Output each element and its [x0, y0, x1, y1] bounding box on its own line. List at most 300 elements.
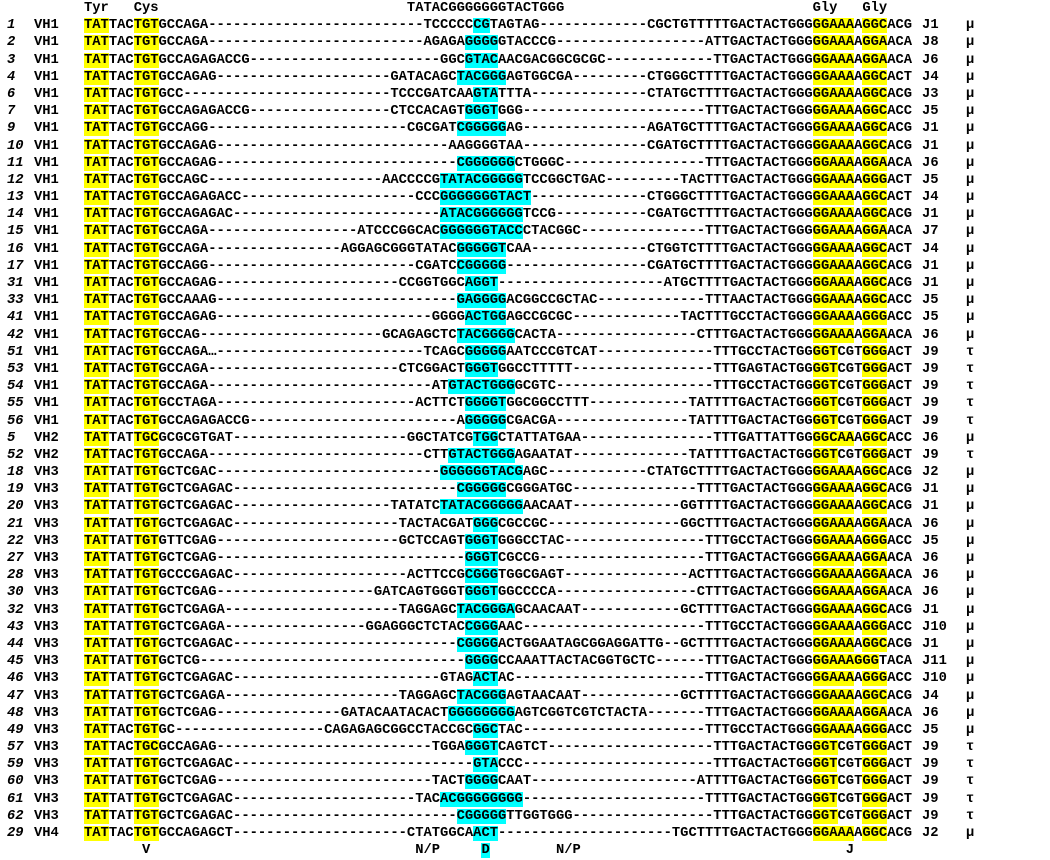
- cyan-highlight-segment: GGG: [473, 516, 498, 532]
- sequence-id: 4: [7, 69, 16, 85]
- sequence-segment: TAC: [108, 155, 134, 171]
- yellow-highlight-segment: GGAAA: [812, 602, 855, 618]
- sequence-id: 20: [7, 499, 24, 515]
- vh-family: VH3: [34, 619, 59, 635]
- yellow-highlight-segment: GGT: [812, 344, 838, 360]
- sequence-segment: ACA: [887, 224, 913, 240]
- gap-dashes: -----------------: [564, 533, 706, 549]
- sequence-segment: A: [854, 258, 863, 274]
- sequence-id: 1: [7, 18, 16, 34]
- yellow-highlight-segment: TAT: [84, 207, 109, 223]
- gap-dashes: --------------: [531, 241, 648, 257]
- sequence-segment: AACGACGGCGCGC: [498, 52, 606, 68]
- isotype: µ: [966, 568, 975, 584]
- alignment-row: [7, 636, 1050, 653]
- j-gene: J1: [922, 18, 939, 34]
- yellow-highlight-segment: GGG: [862, 172, 888, 188]
- isotype: µ: [966, 636, 975, 652]
- sequence-segment: A: [854, 86, 863, 102]
- alignment-row: [7, 344, 1050, 361]
- yellow-highlight-segment: TAT: [84, 516, 109, 532]
- sequence-segment: TAT: [108, 533, 134, 549]
- sequence: [84, 206, 912, 223]
- vh-family: VH3: [34, 791, 59, 807]
- yellow-highlight-segment: TGT: [133, 52, 159, 68]
- yellow-highlight-segment: GGG: [862, 671, 888, 687]
- sequence-segment: GC: [158, 722, 176, 738]
- yellow-highlight-segment: GGAAA: [812, 654, 855, 670]
- sequence-segment: ACG: [887, 258, 913, 274]
- yellow-highlight-segment: TGT: [133, 757, 159, 773]
- sequence-segment: A: [854, 688, 863, 704]
- isotype: τ: [966, 413, 975, 429]
- gap-dashes: -------------: [572, 499, 681, 515]
- sequence-segment: TAT: [108, 585, 134, 601]
- yellow-highlight-segment: GGT: [812, 379, 838, 395]
- sequence-segment: GCCAGAGACCG: [158, 413, 250, 429]
- cyan-highlight-segment: GGGGGGTACG: [440, 465, 523, 481]
- yellow-highlight-segment: GGG: [862, 757, 888, 773]
- yellow-highlight-segment: TGT: [133, 241, 159, 257]
- sequence-segment: CGCCG: [498, 551, 540, 566]
- cyan-highlight-segment: CGGGGG: [456, 258, 507, 274]
- vh-family: VH1: [34, 258, 59, 274]
- cyan-highlight-segment: CGGGGG: [456, 121, 507, 137]
- sequence-segment: ATTGACTACTGGG: [705, 35, 813, 51]
- sequence: [84, 739, 912, 756]
- sequence-segment: CTACGGC: [522, 224, 581, 240]
- yellow-highlight-segment: TGT: [133, 344, 159, 360]
- sequence-segment: TAT: [108, 499, 134, 515]
- sequence-segment: ACG: [887, 636, 913, 652]
- sequence-segment: A: [854, 18, 863, 34]
- yellow-highlight-segment: TGT: [133, 172, 159, 188]
- yellow-highlight-segment: TAT: [84, 636, 109, 652]
- yellow-highlight-segment: GGT: [812, 740, 838, 756]
- isotype: µ: [966, 499, 975, 515]
- yellow-highlight-segment: GGAAA: [812, 465, 855, 481]
- alignment-row: [7, 327, 1050, 344]
- yellow-highlight-segment: TGC: [133, 740, 159, 756]
- yellow-highlight-segment: TAT: [84, 52, 109, 68]
- alignment-row: [7, 498, 1050, 515]
- isotype: µ: [966, 482, 975, 498]
- yellow-highlight-segment: GGC: [862, 826, 888, 841]
- yellow-highlight-segment: GGAAA: [812, 705, 855, 721]
- cyan-highlight-segment: GTAC: [464, 52, 499, 68]
- cyan-highlight-segment: AGGT: [464, 276, 499, 291]
- sequence-segment: GGCTTTGACTACTGGG: [680, 516, 813, 532]
- gap-dashes: ----------------------: [216, 533, 399, 549]
- yellow-highlight-segment: TAT: [84, 826, 109, 841]
- yellow-highlight-segment: TGT: [133, 551, 159, 566]
- isotype: τ: [966, 396, 975, 412]
- yellow-highlight-segment: TGT: [133, 774, 159, 790]
- sequence-segment: CGT: [837, 774, 863, 790]
- region-header-label: TATACGGGGGGGTACTGGG: [406, 1, 565, 16]
- sequence-segment: GCTCGAGAC: [158, 791, 234, 807]
- yellow-highlight-segment: TGT: [133, 138, 159, 154]
- yellow-highlight-segment: GGAAA: [812, 138, 855, 154]
- sequence-segment: A: [854, 585, 863, 601]
- isotype: µ: [966, 35, 975, 51]
- sequence-segment: CTT: [423, 447, 449, 463]
- alignment-row: [7, 292, 1050, 309]
- yellow-highlight-segment: GGC: [862, 86, 888, 102]
- sequence-segment: ACT: [887, 774, 913, 790]
- sequence-segment: ACG: [887, 138, 913, 154]
- sequence-segment: TTTGACTACTGG: [713, 757, 813, 773]
- isotype: τ: [966, 757, 975, 773]
- vh-family: VH3: [34, 551, 59, 566]
- sequence-segment: A: [854, 138, 863, 154]
- sequence-id: 19: [7, 482, 24, 498]
- sequence-segment: TAC: [108, 86, 134, 102]
- vh-family: VH1: [34, 241, 59, 257]
- yellow-highlight-segment: TGT: [133, 293, 159, 309]
- gap-dashes: ---------------: [572, 482, 697, 498]
- sequence-segment: TAT: [108, 482, 134, 498]
- gap-dashes: -----------------------------: [216, 155, 457, 171]
- sequence-segment: CAA: [506, 241, 532, 257]
- alignment-row: [7, 361, 1050, 378]
- gap-dashes: -------------------------: [183, 86, 391, 102]
- region-header-label: Cys: [133, 1, 159, 16]
- sequence: [84, 533, 912, 550]
- yellow-highlight-segment: GGAAA: [812, 258, 855, 274]
- sequence-segment: TAC: [108, 344, 134, 360]
- yellow-highlight-segment: GGAAA: [812, 241, 855, 257]
- yellow-highlight-segment: GGA: [862, 551, 888, 566]
- sequence-segment: A: [854, 121, 863, 137]
- sequence-segment: TAT: [108, 465, 134, 481]
- gap-dashes: ------------: [547, 465, 648, 481]
- gap-dashes: --------------------------------: [199, 654, 465, 670]
- vh-family: VH1: [34, 207, 59, 223]
- sequence-segment: TCCCCC: [423, 18, 474, 34]
- sequence-id: 47: [7, 688, 24, 704]
- gap-dashes: ----------------------------: [216, 138, 449, 154]
- yellow-highlight-segment: TAT: [84, 35, 109, 51]
- sequence-segment: ACG: [887, 482, 913, 498]
- sequence-segment: GGAGGGCTCTAC: [365, 619, 465, 635]
- sequence-segment: ATTTTGACTACTGG: [696, 774, 813, 790]
- sequence-segment: GCCAAAG: [158, 293, 217, 309]
- alignment-row: [7, 516, 1050, 533]
- sequence-segment: GCCAGAGAC: [158, 207, 234, 223]
- sequence-id: 21: [7, 516, 24, 532]
- sequence: [84, 344, 912, 361]
- sequence: [84, 619, 912, 636]
- cyan-highlight-segment: ACT: [473, 671, 499, 687]
- yellow-highlight-segment: TAT: [84, 258, 109, 274]
- gap-dashes: ---------------------: [233, 568, 407, 584]
- alignment-row: [7, 138, 1050, 155]
- sequence-segment: AGCCGCGC: [506, 310, 573, 326]
- gap-dashes: ---------------------: [216, 69, 391, 85]
- yellow-highlight-segment: TAT: [84, 791, 109, 807]
- yellow-highlight-segment: TGT: [133, 190, 159, 206]
- cyan-highlight-segment: GGGGGGGG: [448, 705, 515, 721]
- gap-dashes: -------------------: [216, 585, 374, 601]
- j-gene: J5: [922, 172, 939, 188]
- isotype: µ: [966, 293, 975, 309]
- cyan-highlight-segment: ACGGGGGGGG: [440, 791, 523, 807]
- sequence-segment: CGT: [837, 413, 863, 429]
- region-header-label: Gly: [812, 1, 838, 16]
- gap-dashes: ----------------------: [522, 722, 705, 738]
- sequence-segment: TAC: [108, 293, 134, 309]
- yellow-highlight-segment: TAT: [84, 774, 109, 790]
- gap-dashes: --------------------------: [216, 740, 432, 756]
- sequence-segment: GCAACAAT: [514, 602, 581, 618]
- yellow-highlight-segment: TAT: [84, 654, 109, 670]
- sequence: [84, 395, 912, 412]
- sequence-segment: A: [854, 172, 863, 188]
- sequence: [84, 688, 912, 705]
- gap-dashes: -------: [647, 705, 706, 721]
- sequence-segment: GCTTTTGACTACTGGG: [680, 602, 813, 618]
- sequence-segment: GCCTAGA: [158, 396, 217, 412]
- gap-dashes: -----------------: [506, 258, 648, 274]
- yellow-highlight-segment: TGT: [133, 86, 159, 102]
- yellow-highlight-segment: GGAAA: [812, 585, 855, 601]
- sequence-segment: CGT: [837, 344, 863, 360]
- gap-dashes: --------------: [597, 344, 714, 360]
- cyan-highlight-segment: GGGT: [464, 585, 499, 601]
- yellow-highlight-segment: TAT: [84, 688, 109, 704]
- sequence-segment: ACC: [887, 722, 913, 738]
- sequence-segment: GTTCGAG: [158, 533, 217, 549]
- j-gene: J5: [922, 293, 939, 309]
- sequence-id: 9: [7, 121, 16, 137]
- gap-dashes: ----------------: [208, 241, 341, 257]
- j-gene: J11: [922, 654, 947, 670]
- sequence-segment: A: [854, 671, 863, 687]
- cyan-highlight-segment: CGGGGG: [456, 482, 507, 498]
- vh-family: VH3: [34, 774, 59, 790]
- yellow-highlight-segment: TAT: [84, 172, 109, 188]
- vh-family: VH1: [34, 379, 59, 395]
- sequence-segment: ACC: [887, 293, 913, 309]
- yellow-highlight-segment: GGG: [862, 619, 888, 635]
- cyan-highlight-segment: TACGGGA: [456, 602, 515, 618]
- sequence-segment: CTCGGACT: [398, 361, 465, 377]
- yellow-highlight-segment: GGC: [862, 258, 888, 274]
- sequence-segment: CCC: [415, 190, 441, 206]
- sequence-segment: CTATGGCA: [406, 826, 474, 841]
- sequence: [84, 52, 912, 69]
- gap-dashes: ------------------------------: [216, 551, 465, 566]
- sequence-segment: GCCAGA: [158, 241, 209, 257]
- vh-family: VH2: [34, 447, 59, 463]
- gap-dashes: ----------------------: [522, 791, 705, 807]
- sequence-id: 45: [7, 654, 24, 670]
- yellow-highlight-segment: GGC: [862, 207, 888, 223]
- yellow-highlight-segment: GGAAA: [812, 104, 855, 120]
- sequence-segment: ACTTCT: [415, 396, 465, 412]
- gap-dashes: -------------: [605, 52, 714, 68]
- isotype: µ: [966, 224, 975, 240]
- sequence-segment: GCCAGAGCT: [158, 826, 234, 841]
- cyan-highlight-segment: CGGGGGG: [456, 155, 515, 171]
- yellow-highlight-segment: TAT: [84, 413, 109, 429]
- sequence-segment: TACTACGAT: [398, 516, 474, 532]
- cyan-highlight-segment: GGGGGT: [456, 241, 507, 257]
- yellow-highlight-segment: TAT: [84, 86, 109, 102]
- gap-dashes: ----------------------: [216, 276, 399, 291]
- yellow-highlight-segment: TGT: [133, 465, 159, 481]
- region-footer-label: J: [845, 843, 855, 859]
- yellow-highlight-segment: TAT: [84, 705, 109, 721]
- sequence-id: 52: [7, 447, 24, 463]
- yellow-highlight-segment: GGG: [862, 396, 888, 412]
- cyan-highlight-segment: GGGGGGTACC: [440, 224, 523, 240]
- sequence-segment: TAC: [108, 241, 134, 257]
- cyan-highlight-segment: TACGGG: [456, 688, 507, 704]
- gap-dashes: --------------------------: [208, 447, 424, 463]
- sequence-segment: TAC: [108, 35, 134, 51]
- sequence-segment: CGGGATGC: [506, 482, 573, 498]
- vh-family: VH1: [34, 172, 59, 188]
- sequence: [84, 172, 912, 189]
- j-gene: J3: [922, 86, 939, 102]
- sequence-segment: TAC: [108, 327, 134, 343]
- yellow-highlight-segment: TAT: [84, 361, 109, 377]
- cyan-highlight-segment: CG: [473, 18, 490, 34]
- yellow-highlight-segment: GGAAA: [812, 310, 855, 326]
- sequence-segment: GCCAGAG: [158, 740, 217, 756]
- vh-family: VH1: [34, 396, 59, 412]
- cyan-highlight-segment: ATACGGGGGG: [440, 207, 523, 223]
- sequence-segment: TAGGAGC: [398, 602, 457, 618]
- sequence-segment: A: [854, 155, 863, 171]
- vh-family: VH1: [34, 69, 59, 85]
- sequence: [84, 275, 912, 292]
- sequence-segment: CGCTGTTTTTGACTACTGGG: [647, 18, 813, 34]
- sequence-segment: A: [854, 276, 863, 291]
- yellow-highlight-segment: GGC: [862, 241, 888, 257]
- yellow-highlight-segment: GGCAA: [812, 430, 855, 446]
- sequence-segment: TAC: [108, 379, 134, 395]
- sequence-segment: TTGGTGGG: [506, 808, 573, 824]
- gap-dashes: ---------------: [216, 705, 341, 721]
- vh-family: VH3: [34, 722, 59, 738]
- cyan-highlight-segment: GGGT: [464, 361, 499, 377]
- sequence: [84, 516, 912, 533]
- gap-dashes: ---------------: [522, 138, 648, 154]
- isotype: τ: [966, 774, 975, 790]
- sequence-segment: ACA: [887, 705, 913, 721]
- yellow-highlight-segment: TAT: [84, 224, 109, 240]
- yellow-highlight-segment: GGG: [862, 791, 888, 807]
- gap-dashes: ------------: [580, 602, 681, 618]
- yellow-highlight-segment: GGT: [812, 447, 838, 463]
- sequence-segment: CCGGTGGC: [398, 276, 465, 291]
- gap-dashes: --------------------------: [208, 18, 424, 34]
- isotype: µ: [966, 533, 975, 549]
- sequence: [84, 69, 912, 86]
- yellow-highlight-segment: TAT: [84, 740, 109, 756]
- yellow-highlight-segment: GGC: [862, 69, 888, 85]
- sequence-segment: TAT: [108, 808, 134, 824]
- sequence: [84, 309, 912, 326]
- cyan-highlight-segment: GGGT: [464, 740, 499, 756]
- yellow-highlight-segment: GGC: [862, 482, 888, 498]
- j-gene: J10: [922, 671, 947, 687]
- sequence-segment: GCTCGAGA: [158, 619, 225, 635]
- alignment-row: [7, 69, 1050, 86]
- sequence-segment: TAT: [108, 619, 134, 635]
- yellow-highlight-segment: TAT: [84, 447, 109, 463]
- sequence-segment: A: [854, 482, 863, 498]
- sequence-segment: CGT: [837, 808, 863, 824]
- yellow-highlight-segment: GGAAA: [812, 551, 855, 566]
- sequence-segment: ACG: [887, 499, 913, 515]
- sequence-segment: TTTTGACTACTGG: [705, 791, 813, 807]
- sequence-segment: GCCAGG: [158, 258, 209, 274]
- sequence-segment: GCCAGA…: [158, 344, 217, 360]
- j-gene: J6: [922, 52, 939, 68]
- gap-dashes: ------------------: [208, 224, 358, 240]
- j-gene: J6: [922, 551, 939, 566]
- j-gene: J10: [922, 619, 947, 635]
- vh-family: VH1: [34, 121, 59, 137]
- gap-dashes: -------------: [539, 18, 648, 34]
- sequence-segment: TAC: [108, 413, 134, 429]
- yellow-highlight-segment: GGC: [862, 430, 888, 446]
- isotype: µ: [966, 619, 975, 635]
- yellow-highlight-segment: GGA: [862, 155, 888, 171]
- sequence-segment: ACA: [887, 585, 913, 601]
- j-gene: J5: [922, 533, 939, 549]
- sequence-segment: CTGGGC: [514, 155, 565, 171]
- yellow-highlight-segment: GGT: [812, 808, 838, 824]
- sequence-segment: A: [854, 551, 863, 566]
- yellow-highlight-segment: TAT: [84, 568, 109, 584]
- sequence-segment: ACT: [887, 447, 913, 463]
- gap-dashes: --------------------: [233, 516, 399, 532]
- alignment-row: [7, 756, 1050, 773]
- yellow-highlight-segment: GGC: [862, 465, 888, 481]
- sequence-segment: ACT: [887, 808, 913, 824]
- gap-dashes: -----------------: [555, 585, 697, 601]
- sequence-segment: TAC: [108, 104, 134, 120]
- vh-family: VH1: [34, 52, 59, 68]
- j-gene: J9: [922, 791, 939, 807]
- sequence-segment: TTTGACTACTGGG: [705, 654, 813, 670]
- sequence-segment: GCTCG: [158, 654, 200, 670]
- sequence-segment: GCTCGAC: [158, 465, 217, 481]
- sequence-segment: GCCAGA: [158, 224, 209, 240]
- sequence-segment: AT: [431, 379, 449, 395]
- sequence-id: 49: [7, 722, 24, 738]
- sequence-segment: ACC: [887, 619, 913, 635]
- isotype: τ: [966, 447, 975, 463]
- yellow-highlight-segment: TAT: [84, 396, 109, 412]
- yellow-highlight-segment: TAT: [84, 808, 109, 824]
- yellow-highlight-segment: GGAAA: [812, 35, 855, 51]
- j-gene: J1: [922, 602, 939, 618]
- sequence-segment: ACGGCCGCTAC: [506, 293, 598, 309]
- sequence-id: 56: [7, 413, 24, 429]
- header-row-labels: [84, 0, 887, 17]
- sequence-segment: TACA: [878, 654, 913, 670]
- j-gene: J6: [922, 327, 939, 343]
- yellow-highlight-segment: TGT: [133, 688, 159, 704]
- sequence-id: 10: [7, 138, 24, 154]
- alignment-row: [7, 653, 1050, 670]
